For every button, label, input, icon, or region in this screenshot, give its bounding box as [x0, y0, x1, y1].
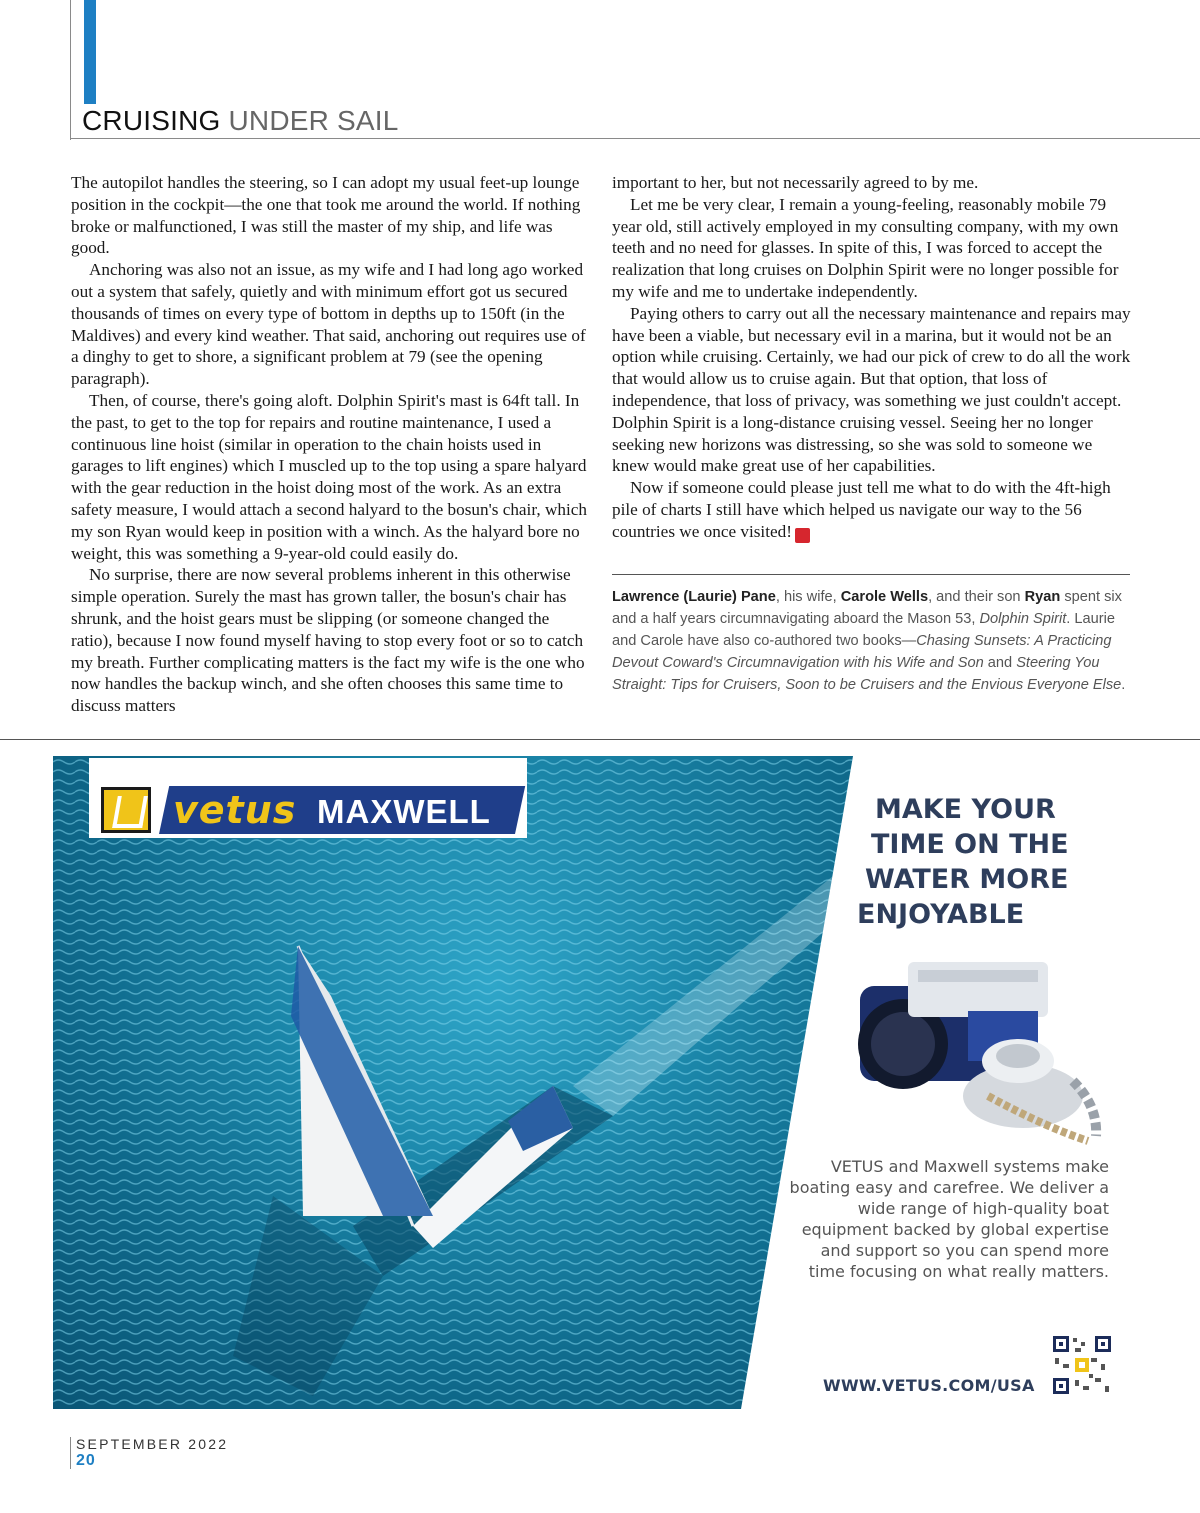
ad-headline-line: ENJOYABLE [857, 899, 1025, 930]
bio-text: , his wife, [775, 589, 841, 605]
bio-name-ryan: Ryan [1024, 589, 1061, 605]
article-paragraph: No surprise, there are now several problems inherent in this otherwise simple operation. Surely the mast has grown taller, the bosun's chair has shrunk, and the hoist gears must be slipping (or someone changed the ratio), because I now found myself having to stop every foot or so to catch my breath. Further complicating matters is the fact my wife is the one who now handles the backup winch, and she often chooses this same time to discuss matters [71, 565, 585, 716]
logo-vetus-text: vetus [173, 788, 297, 832]
section-header [82, 104, 399, 138]
windlass-product-icon [848, 956, 1118, 1146]
bio-book-title: Steering You Straight: Tips for Cruisers, Soon to be Cruisers and the Envious Everyone Else [612, 655, 1122, 693]
article-paragraph: Anchoring was also not an issue, as my wife and I had long ago worked out a system that safely, quietly and with minimum effort got us secured thousands of times on every type of bottom in depths up to 150ft (in the Maldives) and every kind weather. That said, anchoring out requires use of a dinghy to get to shore, a significant problem at 79 (see the opening paragraph). [71, 260, 586, 389]
bio-name-laurie: Lawrence (Laurie) Pane [612, 589, 776, 605]
article-paragraph: important to her, but not necessarily agreed to by me. [612, 173, 979, 192]
bio-book-title: Chasing Sunsets: A Practicing Devout Coward's Circumnavigation with his Wife and Son [612, 633, 1112, 671]
article-paragraph: Then, of course, there's going aloft. Dolphin Spirit's mast is 64ft tall. In the past, to get to the top for repairs and routine maintenance, I used a continuous line hoist (similar in operation to the chain hoists used in garages to lift engines) which I muscled up to the top using a spare halyard with the gear reduction in the hoist doing most of the work. As an extra safety measure, I would attach a second halyard to the bosun's chair, which my son Ryan would keep in position with a winch. As the halyard bore no weight, this was something a 9-year-old could easily do. [71, 390, 587, 563]
qr-code-icon[interactable] [1051, 1334, 1113, 1396]
bio-text: spent six and a half years circumnavigating aboard the Mason 53, [612, 589, 1122, 627]
ad-body-text: VETUS and Maxwell systems make boating easy and carefree. We deliver a wide range of high-quality boat equipment backed by global expertise and support so you can spend more time focusing on what really matters. [789, 1157, 1109, 1281]
page-number: 20 [76, 1452, 96, 1469]
bio-text: and [983, 655, 1017, 671]
ad-headline-line: TIME ON THE [871, 829, 1069, 860]
article-right-column [612, 172, 1132, 543]
ad-website-link[interactable]: WWW.VETUS.COM/USA [823, 1376, 1035, 1395]
author-bio [612, 586, 1132, 696]
bio-name-carole: Carole Wells [840, 589, 929, 605]
vetus-v-icon [101, 787, 151, 833]
article-left-column [71, 172, 591, 717]
issue-date: SEPTEMBER 2022 [76, 1436, 229, 1452]
sailboat-illustration [53, 756, 853, 1409]
section-title-light: UNDER SAIL [228, 105, 399, 136]
ad-separator [0, 739, 1200, 740]
section-title-bold: CRUISING [82, 105, 221, 136]
ad-headline [857, 792, 1115, 932]
article-final-paragraph [612, 477, 1132, 543]
end-mark-icon: S [795, 528, 810, 543]
article-paragraph: The autopilot handles the steering, so I can adopt my usual feet-up lounge position in the cockpit—the one that took me around the world. If nothing broke or malfunctioned, I was still the master of my ship, and life was good. [71, 173, 581, 258]
article-final-text: Now if someone could please just tell me what to do with the 4ft-high pile of charts I still have which helped us navigate our way to the 56 countries we once visited! [612, 478, 1111, 541]
header-vertical-rule [70, 0, 71, 140]
footer-rule [70, 1437, 71, 1469]
bio-text: , and their son [928, 589, 1025, 605]
ad-sea-photo [53, 756, 853, 1409]
bio-divider [612, 574, 1130, 575]
header-underline [70, 138, 1200, 139]
vetus-maxwell-logo [89, 758, 527, 838]
bio-text: . [1121, 677, 1126, 693]
ad-headline-line: MAKE YOUR [875, 794, 1056, 825]
ad-headline-line: WATER MORE [865, 864, 1069, 895]
vetus-advertisement[interactable] [53, 756, 1147, 1409]
bio-text: . Laurie and Carole have also co-authored two books— [612, 611, 1115, 649]
section-accent-bar [84, 0, 96, 104]
bio-boat-name: Dolphin Spirit [979, 611, 1067, 627]
article-paragraph: Paying others to carry out all the necessary maintenance and repairs may have been a viable, but necessary evil in a marina, but it would not be an option while cruising. Certainly, we had our pick of crew to do all the work that would allow us to cruise again. But that option, that loss of independence, that loss of privacy, was something we just couldn't accept. Dolphin Spirit is a long-distance cruising vessel. Seeing her no longer seeking new horizons was distressing, so she was sold to someone we knew would make great use of her capabilities. [612, 303, 1131, 476]
logo-maxwell-text: MAXWELL [317, 793, 491, 830]
article-paragraph: Let me be very clear, I remain a young-feeling, reasonably mobile 79 year old, still actively employed in my consulting company, with my own teeth and no need for glasses. In spite of this, I was forced to accept the realization that long cruises on Dolphin Spirit were no longer possible for my wife and me to undertake independently. [612, 194, 1119, 301]
